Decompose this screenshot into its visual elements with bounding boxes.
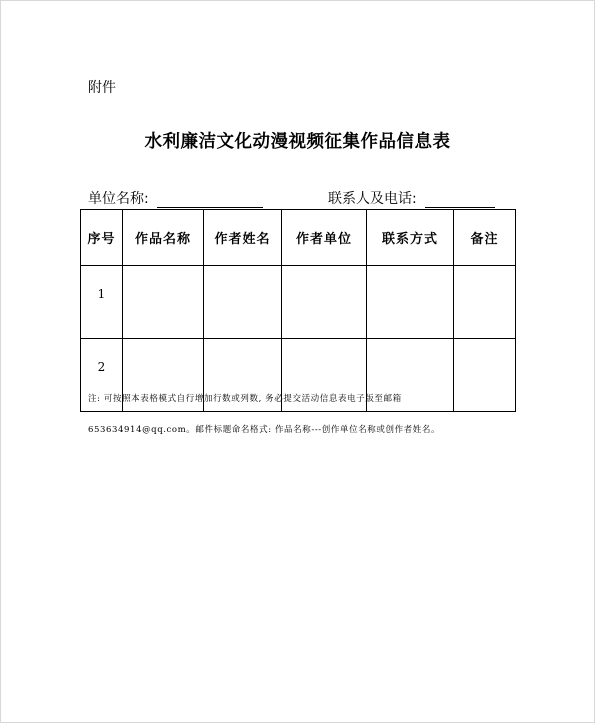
unit-name-blank[interactable] xyxy=(157,193,263,208)
note-line-1: 注: 可按照本表格模式自行增加行数或列数, 务必提交活动信息表电子版至邮箱 xyxy=(88,394,402,404)
cell-work-name[interactable] xyxy=(123,266,204,339)
cell-author-name[interactable] xyxy=(204,266,282,339)
contact-blank[interactable] xyxy=(425,193,495,208)
info-table xyxy=(80,209,516,412)
header-seq: 序号 xyxy=(81,210,123,266)
header-work-name: 作品名称 xyxy=(123,210,204,266)
document-title: 水利廉洁文化动漫视频征集作品信息表 xyxy=(144,132,451,152)
row-seq: 1 xyxy=(81,266,123,339)
row-seq: 2 xyxy=(81,339,123,412)
unit-name-row xyxy=(88,188,263,208)
header-author-name: 作者姓名 xyxy=(204,210,282,266)
note-line-2: 653634914@qq.com。邮件标题命名格式: 作品名称---创作单位名称或创作者姓名。 xyxy=(88,425,441,435)
cell-remarks[interactable] xyxy=(454,266,516,339)
header-contact: 联系方式 xyxy=(367,210,454,266)
header-author-unit: 作者单位 xyxy=(282,210,367,266)
attachment-label: 附件 xyxy=(88,80,116,96)
contact-label: 联系人及电话: xyxy=(328,191,417,207)
cell-author-unit[interactable] xyxy=(282,266,367,339)
table-row xyxy=(81,266,516,339)
table-header-row xyxy=(81,210,516,266)
header-remarks: 备注 xyxy=(454,210,516,266)
contact-row xyxy=(328,188,495,208)
unit-name-label: 单位名称: xyxy=(88,191,149,207)
cell-contact[interactable] xyxy=(367,266,454,339)
